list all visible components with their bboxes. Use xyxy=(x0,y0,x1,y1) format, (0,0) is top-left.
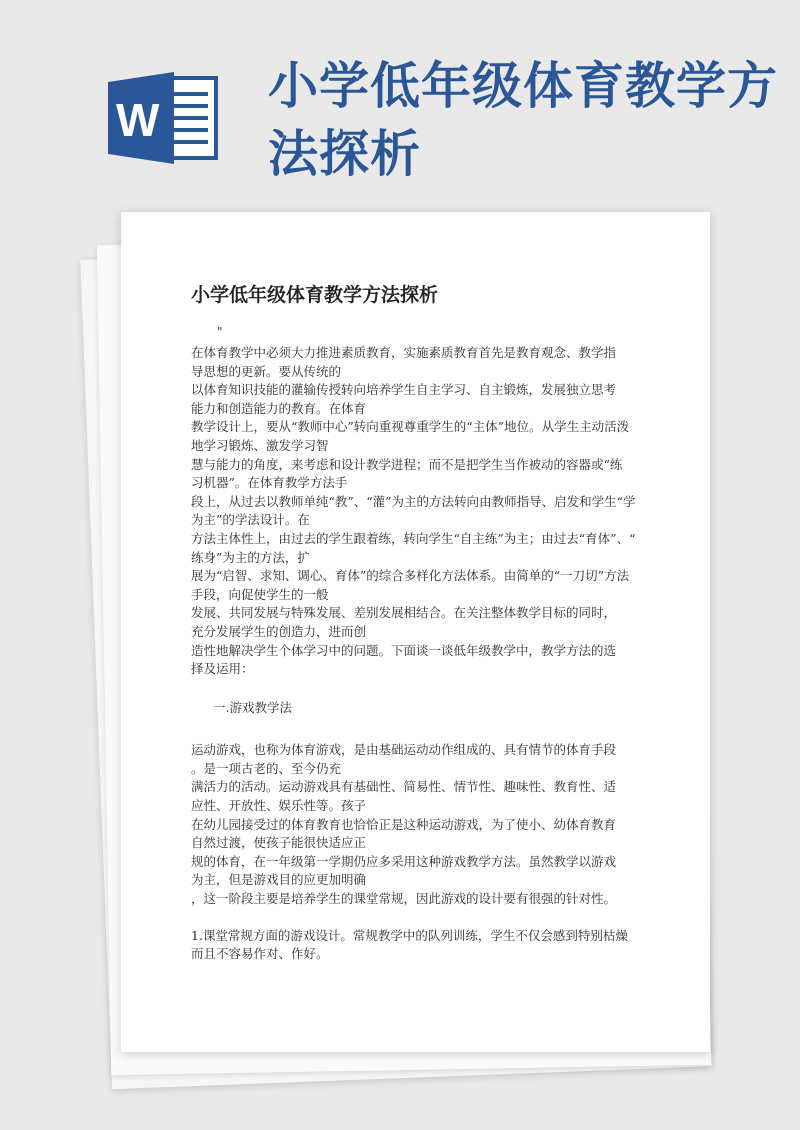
text-line: 而且不容易作对、作好。 xyxy=(191,946,329,962)
text-line: 练身”为主的方法，扩 xyxy=(191,549,310,565)
document-body xyxy=(191,344,641,964)
text-line: 以体育知识技能的灌输传授转向培养学生自主学习、自主锻炼，发展独立思考 xyxy=(191,382,617,398)
text-line: 展为“启智、求知、调心、育体”的综合多样化方法体系。由简单的“一刀切”方法 xyxy=(191,568,630,584)
word-document-icon xyxy=(108,72,220,164)
banner-title-line2: 法探析 xyxy=(268,125,421,183)
item-paragraph xyxy=(191,927,641,964)
text-line: 为主”的学法设计。在 xyxy=(191,512,310,528)
text-line: 1.课堂常规方面的游戏设计。常规教学中的队列训练，学生不仅会感到特别枯燥 xyxy=(191,927,628,943)
text-line: 方法主体性上，由过去的学生跟着练，转向学生“自主练”为主；由过去“育体”、“ xyxy=(191,530,636,546)
text-line: 规的体育，在一年级第一学期仍应多采用这种游戏教学方法。虽然教学以游戏 xyxy=(191,853,617,869)
text-line: ，这一阶段主要是培养学生的课堂常规，因此游戏的设计要有很强的针对性。 xyxy=(191,891,617,907)
text-line: 满活力的活动。运动游戏具有基础性、简易性、情节性、趣味性、教育性、适 xyxy=(191,779,617,795)
text-line: 择及运用： xyxy=(191,661,254,677)
text-line: 运动游戏，也称为体育游戏，是由基础运动动作组成的、具有情节的体育手段 xyxy=(191,742,617,758)
banner-title xyxy=(268,52,778,188)
text-line: 慧与能力的角度，来考虑和设计教学进程；而不是把学生当作被动的容器或“练 xyxy=(191,456,623,472)
text-line: 手段，向促使学生的一般 xyxy=(191,586,329,602)
quote-mark: " xyxy=(217,325,223,339)
text-line: 习机器”。在体育教学方法手 xyxy=(191,475,348,491)
text-line: 在体育教学中必须大力推进素质教育，实施素质教育首先是教育观念、教学指 xyxy=(191,345,617,360)
text-line: 在幼儿园接受过的体育教育也恰恰正是这种运动游戏，为了使小、幼体育教育 xyxy=(191,816,617,832)
banner xyxy=(0,0,800,215)
document-page xyxy=(121,212,710,1052)
text-line: 教学设计上，要从“教师中心”转向重视尊重学生的“主体”地位。从学生主动活泼 xyxy=(191,419,630,435)
section-heading: 一.游戏教学法 xyxy=(213,699,292,715)
document-title: 小学低年级体育教学方法探析 xyxy=(191,284,439,306)
text-line: 应性、开放性、娱乐性等。孩子 xyxy=(191,798,367,814)
text-line: 造性地解决学生个体学习中的问题。下面谈一谈低年级教学中，教学方法的选 xyxy=(191,642,617,658)
text-line: 充分发展学生的创造力，进而创 xyxy=(191,623,367,639)
text-line: 发展、共同发展与特殊发展、差别发展相结合。在关注整体教学目标的同时， xyxy=(191,605,617,621)
word-icon-letter: W xyxy=(116,94,160,146)
banner-title-line1: 小学低年级体育教学方 xyxy=(268,57,778,115)
text-line: 为主，但是游戏目的应更加明确 xyxy=(191,872,367,888)
text-line: 地学习锻炼、激发学习智 xyxy=(191,437,329,453)
text-line: 导思想的更新。要从传统的 xyxy=(191,363,342,379)
section-paragraph xyxy=(191,741,641,908)
text-line: 段上，从过去以教师单纯“教”、“灌”为主的方法转向由教师指导、启发和学生“学 xyxy=(191,493,636,509)
intro-paragraph xyxy=(191,344,641,679)
text-line: 。是一项古老的、至今仍充 xyxy=(191,760,342,776)
text-line: 自然过渡，使孩子能很快适应正 xyxy=(191,835,367,851)
text-line: 能力和创造能力的教育。在体育 xyxy=(191,400,367,416)
